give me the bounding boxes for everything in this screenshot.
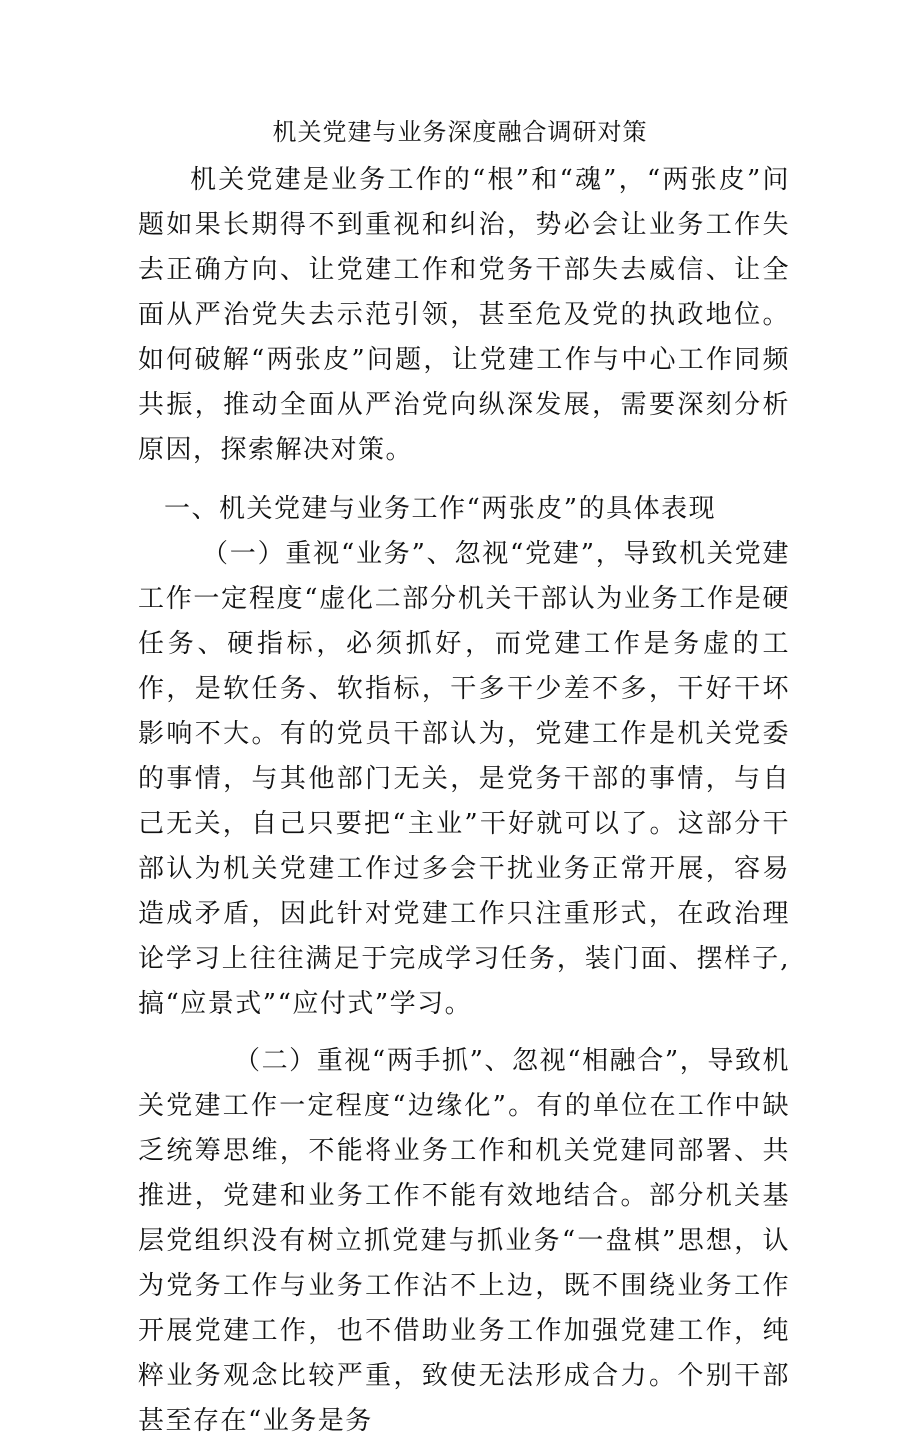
subsection-paragraph-1: （一）重视“业务”、忽视“党建”，导致机关党建工作一定程度“虚化二部分机关干部认为业务工作是硬任务、硬指标，必须抓好，而党建工作是务虚的工作，是软任务、软指标，干多干少差不多，干好干坏影响不大。有的党员干部认为，党建工作是机关党委的事情，与其他部门无关，是党务干部的事情，与自己无关，自己只要把“主业”干好就可以了。这部分干部认为机关党建工作过多会干扰业务正常开展，容易造成矛盾，因此针对党建工作只注重形式，在政治理论学习上往往满足于完成学习任务，装门面、摆样子,搞“应景式”“应付式”学习。 [138,539,790,1019]
section-heading: 一、机关党建与业务工作“两张皮”的具体表现 [164,494,717,524]
document-body [138,158,790,1444]
intro-paragraph: 机关党建是业务工作的“根”和“魂”，“两张皮”问题如果长期得不到重视和纠治，势必会让业务工作失去正确方向、让党建工作和党务干部失去威信、让全面从严治党失去示范引领，甚至危及党的执政地位。如何破解“两张皮”问题，让党建工作与中心工作同频共振，推动全面从严治党向纵深发展，需要深刻分析原因，探索解决对策。 [138,165,790,465]
document-title: 机关党建与业务深度融合调研对策 [272,118,648,146]
subsection-paragraph-2: （二）重视“两手抓”、忽视“相融合”，导致机关党建工作一定程度“边缘化”。有的单位在工作中缺乏统筹思维，不能将业务工作和机关党建同部署、共推进，党建和业务工作不能有效地结合。部分机关基层党组织没有树立抓党建与抓业务“一盘棋”思想，认为党务工作与业务工作沾不上边，既不围绕业务工作开展党建工作，也不借助业务工作加强党建工作，纯粹业务观念比较严重，致使无法形成合力。个别干部甚至存在“业务是务 [138,1046,790,1436]
